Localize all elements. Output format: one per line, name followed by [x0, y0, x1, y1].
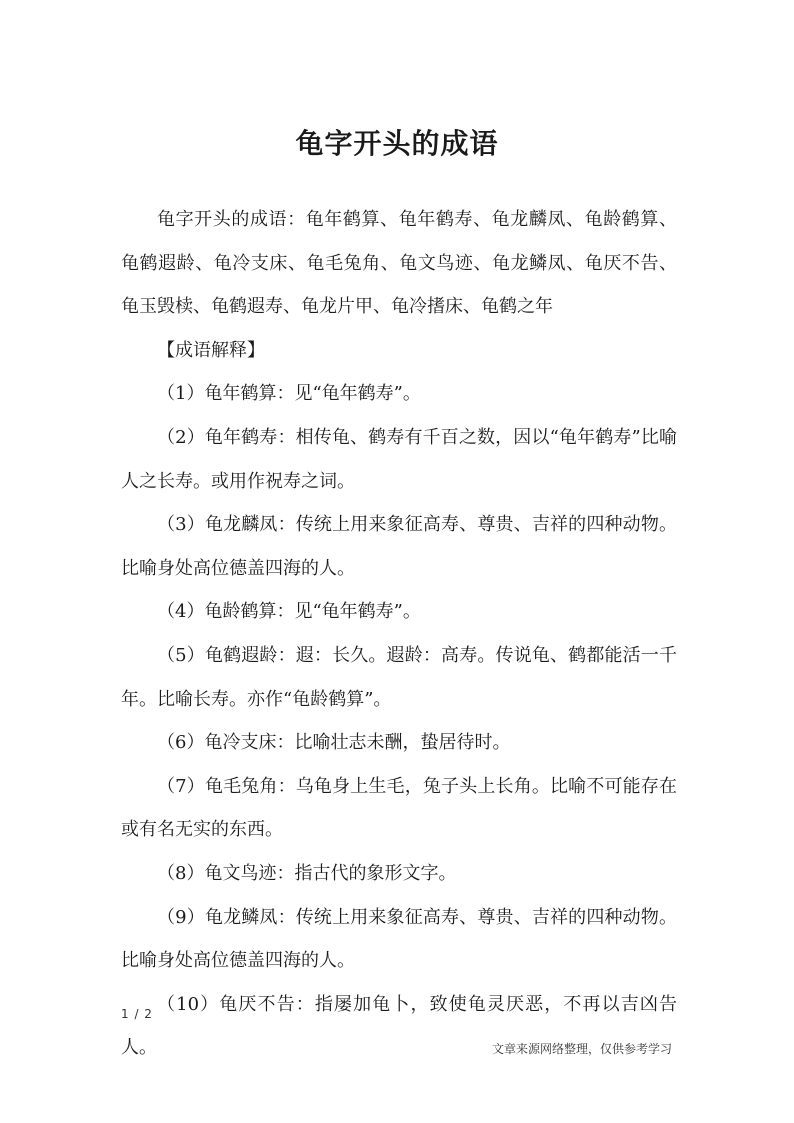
document-title: 龟字开头的成语 [295, 127, 499, 160]
idiom-entry: （9）龟龙鳞凤：传统上用来象征高寿、尊贵、吉祥的四种动物。比喻身处高位德盖四海的人。 [121, 906, 677, 972]
intro-paragraph: 龟字开头的成语：龟年鹤算、龟年鹤寿、龟龙麟凤、龟龄鹤算、龟鹤遐龄、龟冷支床、龟毛兔角、龟文鸟迹、龟龙鳞凤、龟厌不告、龟玉毁椟、龟鹤遐寿、龟龙片甲、龟冷搘床、龟鹤之年 [121, 209, 677, 318]
page-number: 1 / 2 [121, 1007, 153, 1021]
idiom-entry: （8）龟文鸟迹：指古代的象形文字。 [157, 862, 457, 884]
idiom-entry: （2）龟年鹤寿：相传龟、鹤寿有千百之数，因以“龟年鹤寿”比喻人之长寿。或用作祝寿之词。 [121, 426, 677, 492]
idiom-entry: （4）龟龄鹤算：见“龟年鹤寿”。 [157, 601, 421, 623]
footer-note: 文章来源网络整理，仅供参考学习 [491, 1042, 672, 1056]
idiom-entry: （6）龟冷支床：比喻壮志未酬，蛰居待时。 [157, 732, 511, 754]
document-body [121, 198, 677, 1070]
idiom-entry: （7）龟毛兔角：乌龟身上生毛，兔子头上长角。比喻不可能存在或有名无实的东西。 [121, 775, 677, 841]
section-heading: 【成语解释】 [157, 339, 265, 361]
idiom-entry: （1）龟年鹤算：见“龟年鹤寿”。 [157, 383, 421, 405]
idiom-entry: （10）龟厌不告：指屡加龟卜，致使龟灵厌恶，不再以吉凶告人。 [121, 993, 677, 1059]
idiom-entry: （5）龟鹤遐龄：遐：长久。遐龄：高寿。传说龟、鹤都能活一千年。比喻长寿。亦作“龟龄鹤算”。 [121, 644, 677, 710]
idiom-entry: （3）龟龙麟凤：传统上用来象征高寿、尊贵、吉祥的四种动物。比喻身处高位德盖四海的人。 [121, 514, 677, 579]
